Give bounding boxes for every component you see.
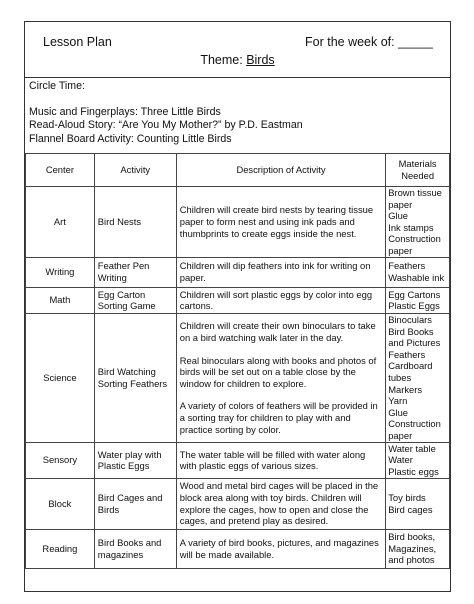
- circle-time-label: Circle Time:: [29, 80, 85, 92]
- description-cell: [176, 287, 385, 313]
- material-item: Egg Cartons: [388, 288, 441, 300]
- table-row: [26, 257, 450, 287]
- material-item: Glue: [388, 406, 409, 418]
- materials-cell: [386, 313, 450, 442]
- music-line: Music and Fingerplays: Three Little Birds: [29, 106, 221, 119]
- description-cell: [176, 478, 385, 529]
- center-cell: Writing: [26, 257, 95, 287]
- description-paragraph: A variety of bird books, pictures, and magazines will be made available.: [179, 536, 379, 560]
- table-row: [26, 442, 450, 478]
- center-cell: Art: [26, 187, 95, 258]
- material-item: Washable ink: [388, 272, 445, 284]
- activity-cell: Bird Nests: [94, 187, 176, 258]
- center-cell: Block: [26, 478, 95, 529]
- description-paragraph: The water table will be filled with water along with plastic eggs of various sizes.: [179, 448, 366, 472]
- theme-label: Theme:: [200, 53, 243, 67]
- activity-cell: Water play with Plastic Eggs: [94, 442, 176, 478]
- week-of-field: For the week of: _____: [305, 35, 433, 49]
- material-item: Feathers: [388, 348, 426, 360]
- activity-cell: Bird Watching Sorting Feathers: [94, 313, 176, 442]
- header-section: [25, 22, 450, 78]
- materials-cell: [386, 529, 450, 568]
- activity-table: [25, 153, 450, 569]
- material-item: Yarn: [388, 395, 408, 407]
- material-item: Glue: [388, 210, 409, 222]
- table-row: [26, 529, 450, 568]
- material-item: Brown tissue paper: [388, 187, 442, 210]
- table-header-row: [26, 154, 450, 187]
- center-cell: Math: [26, 287, 95, 313]
- activity-cell: Bird Books and magazines: [94, 529, 176, 568]
- material-item: Bird Books and Pictures: [388, 325, 441, 349]
- table-row: [26, 187, 450, 258]
- header-materials: Materials Needed: [386, 154, 450, 187]
- header-description: Description of Activity: [176, 154, 385, 187]
- table-row: [26, 313, 450, 442]
- material-item: and photos: [388, 554, 435, 566]
- material-item: Magazines,: [388, 542, 437, 554]
- material-item: Ink stamps: [388, 221, 434, 233]
- description-paragraph: A variety of colors of feathers will be provided in a sorting tray for children to play with and practice sorting by color.: [179, 400, 378, 435]
- material-item: Water table: [388, 442, 436, 454]
- table-body: [26, 187, 450, 569]
- description-cell: [176, 187, 385, 258]
- materials-cell: [386, 187, 450, 258]
- material-item: Binoculars: [388, 313, 432, 325]
- material-item: Construction paper: [388, 418, 441, 441]
- table-row: [26, 478, 450, 529]
- description-paragraph: Children will dip feathers into ink for writing on paper.: [179, 260, 371, 284]
- table-row: [26, 287, 450, 313]
- material-item: Bird cages: [388, 503, 433, 515]
- activity-cell: Feather Pen Writing: [94, 257, 176, 287]
- description-paragraph: Children will create their own binoculars to take on a bird watching walk later in the day.: [179, 320, 376, 343]
- description-paragraph: Real binoculars along with books and photos of birds will be set out on a table close by the window for children to explore.: [179, 354, 377, 389]
- description-cell: [176, 313, 385, 442]
- header-activity: Activity: [94, 154, 176, 187]
- material-item: Water: [388, 454, 413, 466]
- lesson-plan-title: Lesson Plan: [43, 35, 112, 49]
- activity-cell: Egg Carton Sorting Game: [94, 287, 176, 313]
- theme-value: Birds: [246, 53, 275, 67]
- center-cell: Sensory: [26, 442, 95, 478]
- material-item: Feathers: [388, 260, 426, 272]
- description-paragraph: Children will create bird nests by tearing tissue paper to form nest and using ink pads and thumbprints to create eggs inside the nest.: [179, 204, 374, 239]
- materials-cell: [386, 442, 450, 478]
- activity-cell: Bird Cages and Birds: [94, 478, 176, 529]
- description-paragraph: Children will sort plastic eggs by color into egg cartons.: [179, 288, 373, 312]
- material-item: Cardboard tubes: [388, 360, 433, 383]
- material-item: Construction paper: [388, 233, 441, 256]
- read-aloud-line: Read-Aloud Story: “Are You My Mother?” by P.D. Eastman: [29, 119, 303, 132]
- materials-cell: [386, 287, 450, 313]
- header-center: Center: [26, 154, 95, 187]
- description-paragraph: Wood and metal bird cages will be placed in the block area along with toy birds. Children will explore the cages, how to open and close the cages, and pretend play as desired.: [179, 480, 379, 527]
- intro-section: [29, 80, 303, 146]
- description-cell: [176, 529, 385, 568]
- description-cell: [176, 257, 385, 287]
- center-cell: Reading: [26, 529, 95, 568]
- material-item: Toy birds: [388, 491, 426, 503]
- theme-line: [25, 53, 450, 67]
- flannel-line: Flannel Board Activity: Counting Little Birds: [29, 132, 232, 145]
- center-cell: Science: [26, 313, 95, 442]
- material-item: Plastic Eggs: [388, 300, 440, 312]
- description-cell: [176, 442, 385, 478]
- lesson-plan-page: [24, 21, 451, 592]
- materials-cell: [386, 478, 450, 529]
- material-item: Markers: [388, 383, 423, 395]
- material-item: Bird books,: [388, 531, 436, 543]
- material-item: Plastic eggs: [388, 465, 439, 477]
- materials-cell: [386, 257, 450, 287]
